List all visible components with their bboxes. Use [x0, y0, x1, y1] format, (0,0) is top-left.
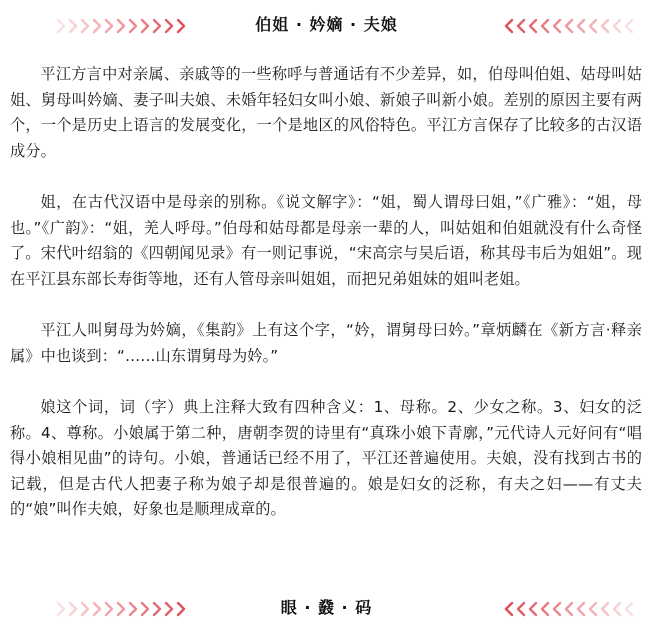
chevron-mark	[602, 20, 608, 32]
chevron-mark	[554, 20, 560, 32]
chevron-mark	[506, 603, 512, 615]
chevron-mark	[154, 20, 160, 32]
paragraph-2: 姐，在古代汉语中是母亲的别称。《说文解字》：“姐，蜀人谓母曰姐，”《广雅》：“姐，母也。”《广韵》：“姐，羌人呼母。”伯母和姑母都是母亲一辈的人，叫姑姐和伯姐就没有什么奇怪了。宋代叶绍翁的《四朝闻见录》有一则记事说，“宋高宗与吴后语，称其母韦后为姐姐”。现在平江县东部长寿街等地，还有人管母亲叫姐姐，而把兄弟姐妹的姐叫老姐。	[10, 193, 642, 288]
chevron-left-decoration-icon	[500, 601, 640, 617]
chevron-mark	[154, 603, 160, 615]
chevron-right-decoration-icon	[52, 601, 192, 617]
chevron-mark	[70, 20, 76, 32]
chevron-right-decoration-icon	[52, 18, 192, 34]
chevron-mark	[178, 603, 184, 615]
chevron-mark	[614, 603, 620, 615]
chevron-mark	[166, 603, 172, 615]
chevron-mark	[566, 20, 572, 32]
chevron-mark	[614, 20, 620, 32]
chevron-mark	[506, 20, 512, 32]
chevron-mark	[142, 20, 148, 32]
chevron-mark	[94, 20, 100, 32]
chevron-mark	[530, 603, 536, 615]
chevron-mark	[82, 20, 88, 32]
chevron-mark	[530, 20, 536, 32]
chevron-mark	[590, 20, 596, 32]
chevron-mark	[130, 603, 136, 615]
chevron-mark	[178, 20, 184, 32]
paragraph-1: 平江方言中对亲属、亲戚等的一些称呼与普通话有不少差异，如，伯母叫伯姐、姑母叫姑姐、舅母叫妗嫡、妻子叫夫娘、未婚年轻妇女叫小娘、新娘子叫新小娘。差别的原因主要有两个，一个是历史上语言的发展变化，一个是地区的风俗特色。平江方言保存了比较多的古汉语成分。	[10, 65, 642, 160]
chevron-left-decoration-icon	[500, 18, 640, 34]
header-banner	[0, 10, 653, 40]
chevron-mark	[94, 603, 100, 615]
paragraph-3: 平江人叫舅母为妗嫡，《集韵》上有这个字，“妗，谓舅母曰妗。”章炳麟在《新方言·释亲属》中也谈到：“……山东谓舅母为妗。”	[10, 321, 642, 365]
chevron-mark	[82, 603, 88, 615]
chevron-mark	[578, 603, 584, 615]
article-title: 伯姐 · 妗嫡 · 夫娘	[255, 15, 398, 34]
article-body	[10, 62, 642, 549]
chevron-mark	[590, 603, 596, 615]
chevron-mark	[542, 603, 548, 615]
chevron-mark	[626, 20, 632, 32]
footer-banner	[0, 593, 653, 623]
chevron-mark	[518, 20, 524, 32]
chevron-mark	[602, 603, 608, 615]
chevron-mark	[130, 20, 136, 32]
chevron-mark	[554, 603, 560, 615]
chevron-mark	[166, 20, 172, 32]
footer-title: 眼 · 鼗 · 码	[280, 598, 373, 617]
chevron-mark	[106, 603, 112, 615]
chevron-mark	[58, 20, 64, 32]
chevron-mark	[118, 603, 124, 615]
chevron-mark	[566, 603, 572, 615]
chevron-mark	[106, 20, 112, 32]
chevron-mark	[142, 603, 148, 615]
chevron-mark	[118, 20, 124, 32]
chevron-mark	[58, 603, 64, 615]
chevron-mark	[626, 603, 632, 615]
paragraph-4: 娘这个词，词（字）典上注释大致有四种含义：1、母称。2、少女之称。3、妇女的泛称。4、尊称。小娘属于第二种，唐朝李贺的诗里有“真珠小娘下青廓，”元代诗人元好问有“唱得小娘相见曲”的诗句。小娘，普通话已经不用了，平江还普遍使用。夫娘，没有找到古书的记载，但是古代人把妻子称为娘子却是很普遍的。娘是妇女的泛称，有夫之妇——有丈夫的“娘”叫作夫娘，好象也是顺理成章的。	[10, 398, 642, 518]
chevron-mark	[578, 20, 584, 32]
chevron-mark	[518, 603, 524, 615]
chevron-mark	[70, 603, 76, 615]
chevron-mark	[542, 20, 548, 32]
